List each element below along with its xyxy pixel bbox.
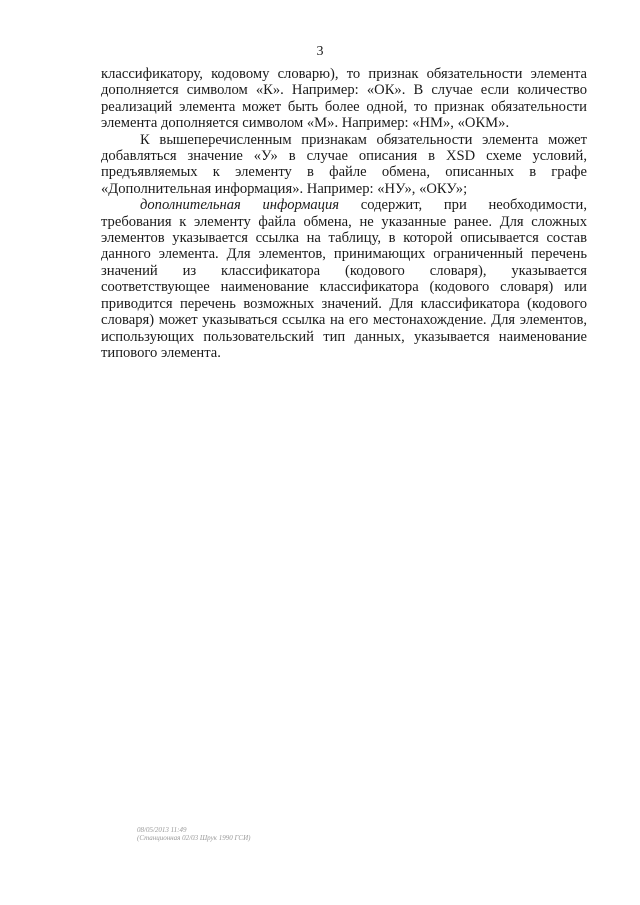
paragraph-continuation: классификатору, кодовому словарю), то признак обязательности элемента дополняется символом «К». Например: «ОК». В случае если количество реализаций элемента может быть более одной, то признак обязательности элемента дополняется символом «М». Например: «НМ», «ОКМ». bbox=[101, 66, 587, 132]
term-additional-info: дополнительная информация bbox=[140, 197, 340, 214]
document-stamp-line-1: 08/05/2013 11:49 bbox=[137, 826, 187, 834]
body-text bbox=[101, 66, 587, 361]
document-stamp bbox=[137, 826, 250, 842]
paragraph-additional-info-text: содержит, при необходимости, требования к элементу файла обмена, не указанные ранее. Для сложных элементов указывается ссылка на таблицу, в которой описывается состав данного элемента. Для элементов, принимающих ограниченный перечень значений из классификатора (кодового словаря), указывается соответствующее наименование классификатора (кодового словаря) или приводится перечень возможных значений. Для классификатора (кодового словаря) может указываться ссылка на его местонахождение. Для элементов, использующих пользовательский тип данных, указывается наименование типового элемента. bbox=[101, 197, 587, 361]
paragraph-additional-info bbox=[101, 197, 587, 361]
page-number: 3 bbox=[316, 44, 324, 59]
paragraph-mandatory-markers: К вышеперечисленным признакам обязательности элемента может добавляться значение «У» в случае описания в XSD схеме условий, предъявляемых к элементу в файле обмена, описанных в графе «Дополнительная информация». Например: «НУ», «ОКУ»; bbox=[101, 131, 587, 197]
document-stamp-line-2: (Станционная 02/03 Шрук 1990 ГСИ) bbox=[137, 834, 251, 842]
